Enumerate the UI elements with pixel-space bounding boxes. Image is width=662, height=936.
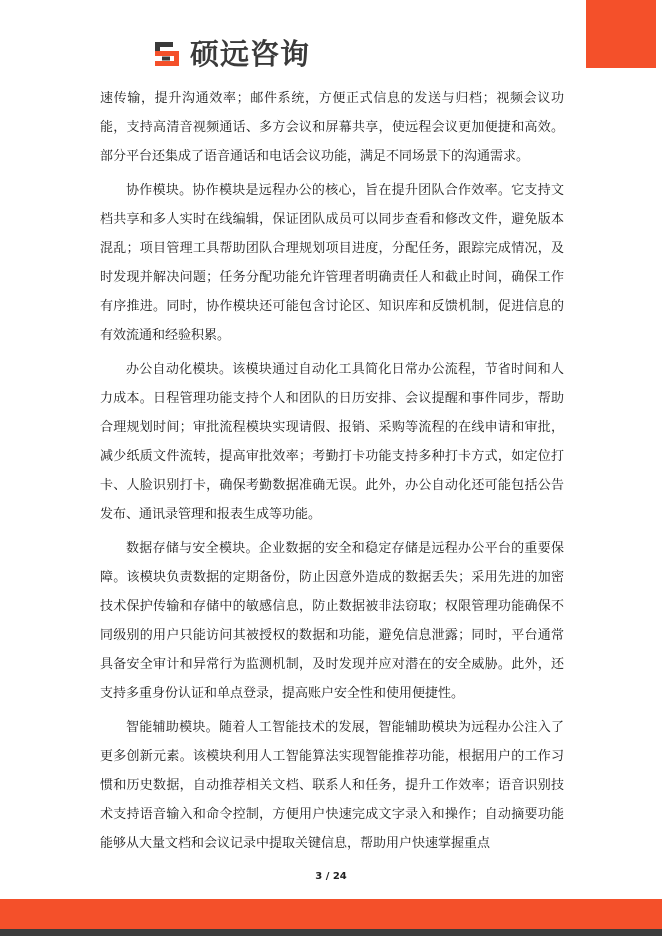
shuoyuan-logo-icon	[152, 38, 184, 70]
footer-accent-bar	[0, 899, 662, 929]
paragraph-communication-continued: 速传输，提升沟通效率；邮件系统，方便正式信息的发送与归档；视频会议功能，支持高清音视频通话、多方会议和屏幕共享，使远程会议更加便捷和高效。部分平台还集成了语音通话和电话会议功能，满足不同场景下的沟通需求。	[100, 91, 564, 164]
corner-accent-block	[586, 0, 656, 68]
document-body	[100, 84, 564, 858]
page-number: 3 / 24	[315, 871, 347, 882]
paragraph-data-storage-security-module: 数据存储与安全模块。企业数据的安全和稳定存储是远程办公平台的重要保障。该模块负责数据的定期备份，防止因意外造成的数据丢失；采用先进的加密技术保护传输和存储中的敏感信息，防止数据被非法窃取；权限管理功能确保不同级别的用户只能访问其被授权的数据和功能，避免信息泄露；同时，平台通常具备安全审计和异常行为监测机制，及时发现并应对潜在的安全威胁。此外，还支持多重身份认证和单点登录，提高账户安全性和使用便捷性。	[100, 541, 564, 701]
paragraph-intelligent-assistant-module: 智能辅助模块。随着人工智能技术的发展，智能辅助模块为远程办公注入了更多创新元素。该模块利用人工智能算法实现智能推荐功能，根据用户的工作习惯和历史数据，自动推荐相关文档、联系人和任务，提升工作效率；语音识别技术支持语音输入和命令控制，方便用户快速完成文字录入和操作；自动摘要功能能够从大量文档和会议记录中提取关键信息，帮助用户快速掌握重点	[100, 720, 564, 851]
paragraph-collaboration-module: 协作模块。协作模块是远程办公的核心，旨在提升团队合作效率。它支持文档共享和多人实时在线编辑，保证团队成员可以同步查看和修改文件，避免版本混乱；项目管理工具帮助团队合理规划项目进度，分配任务，跟踪完成情况，及时发现并解决问题；任务分配功能允许管理者明确责任人和截止时间，确保工作有序推进。同时，协作模块还可能包含讨论区、知识库和反馈机制，促进信息的有效流通和经验积累。	[100, 183, 564, 343]
footer-dark-strip	[0, 929, 662, 936]
company-logo	[152, 34, 310, 74]
paragraph-office-automation-module: 办公自动化模块。该模块通过自动化工具简化日常办公流程，节省时间和人力成本。日程管理功能支持个人和团队的日历安排、会议提醒和事件同步，帮助合理规划时间；审批流程模块实现请假、报销、采购等流程的在线申请和审批，减少纸质文件流转，提高审批效率；考勤打卡功能支持多种打卡方式，如定位打卡、人脸识别打卡，确保考勤数据准确无误。此外，办公自动化还可能包括公告发布、通讯录管理和报表生成等功能。	[100, 362, 564, 522]
logo-text: 硕远咨询	[190, 37, 311, 71]
